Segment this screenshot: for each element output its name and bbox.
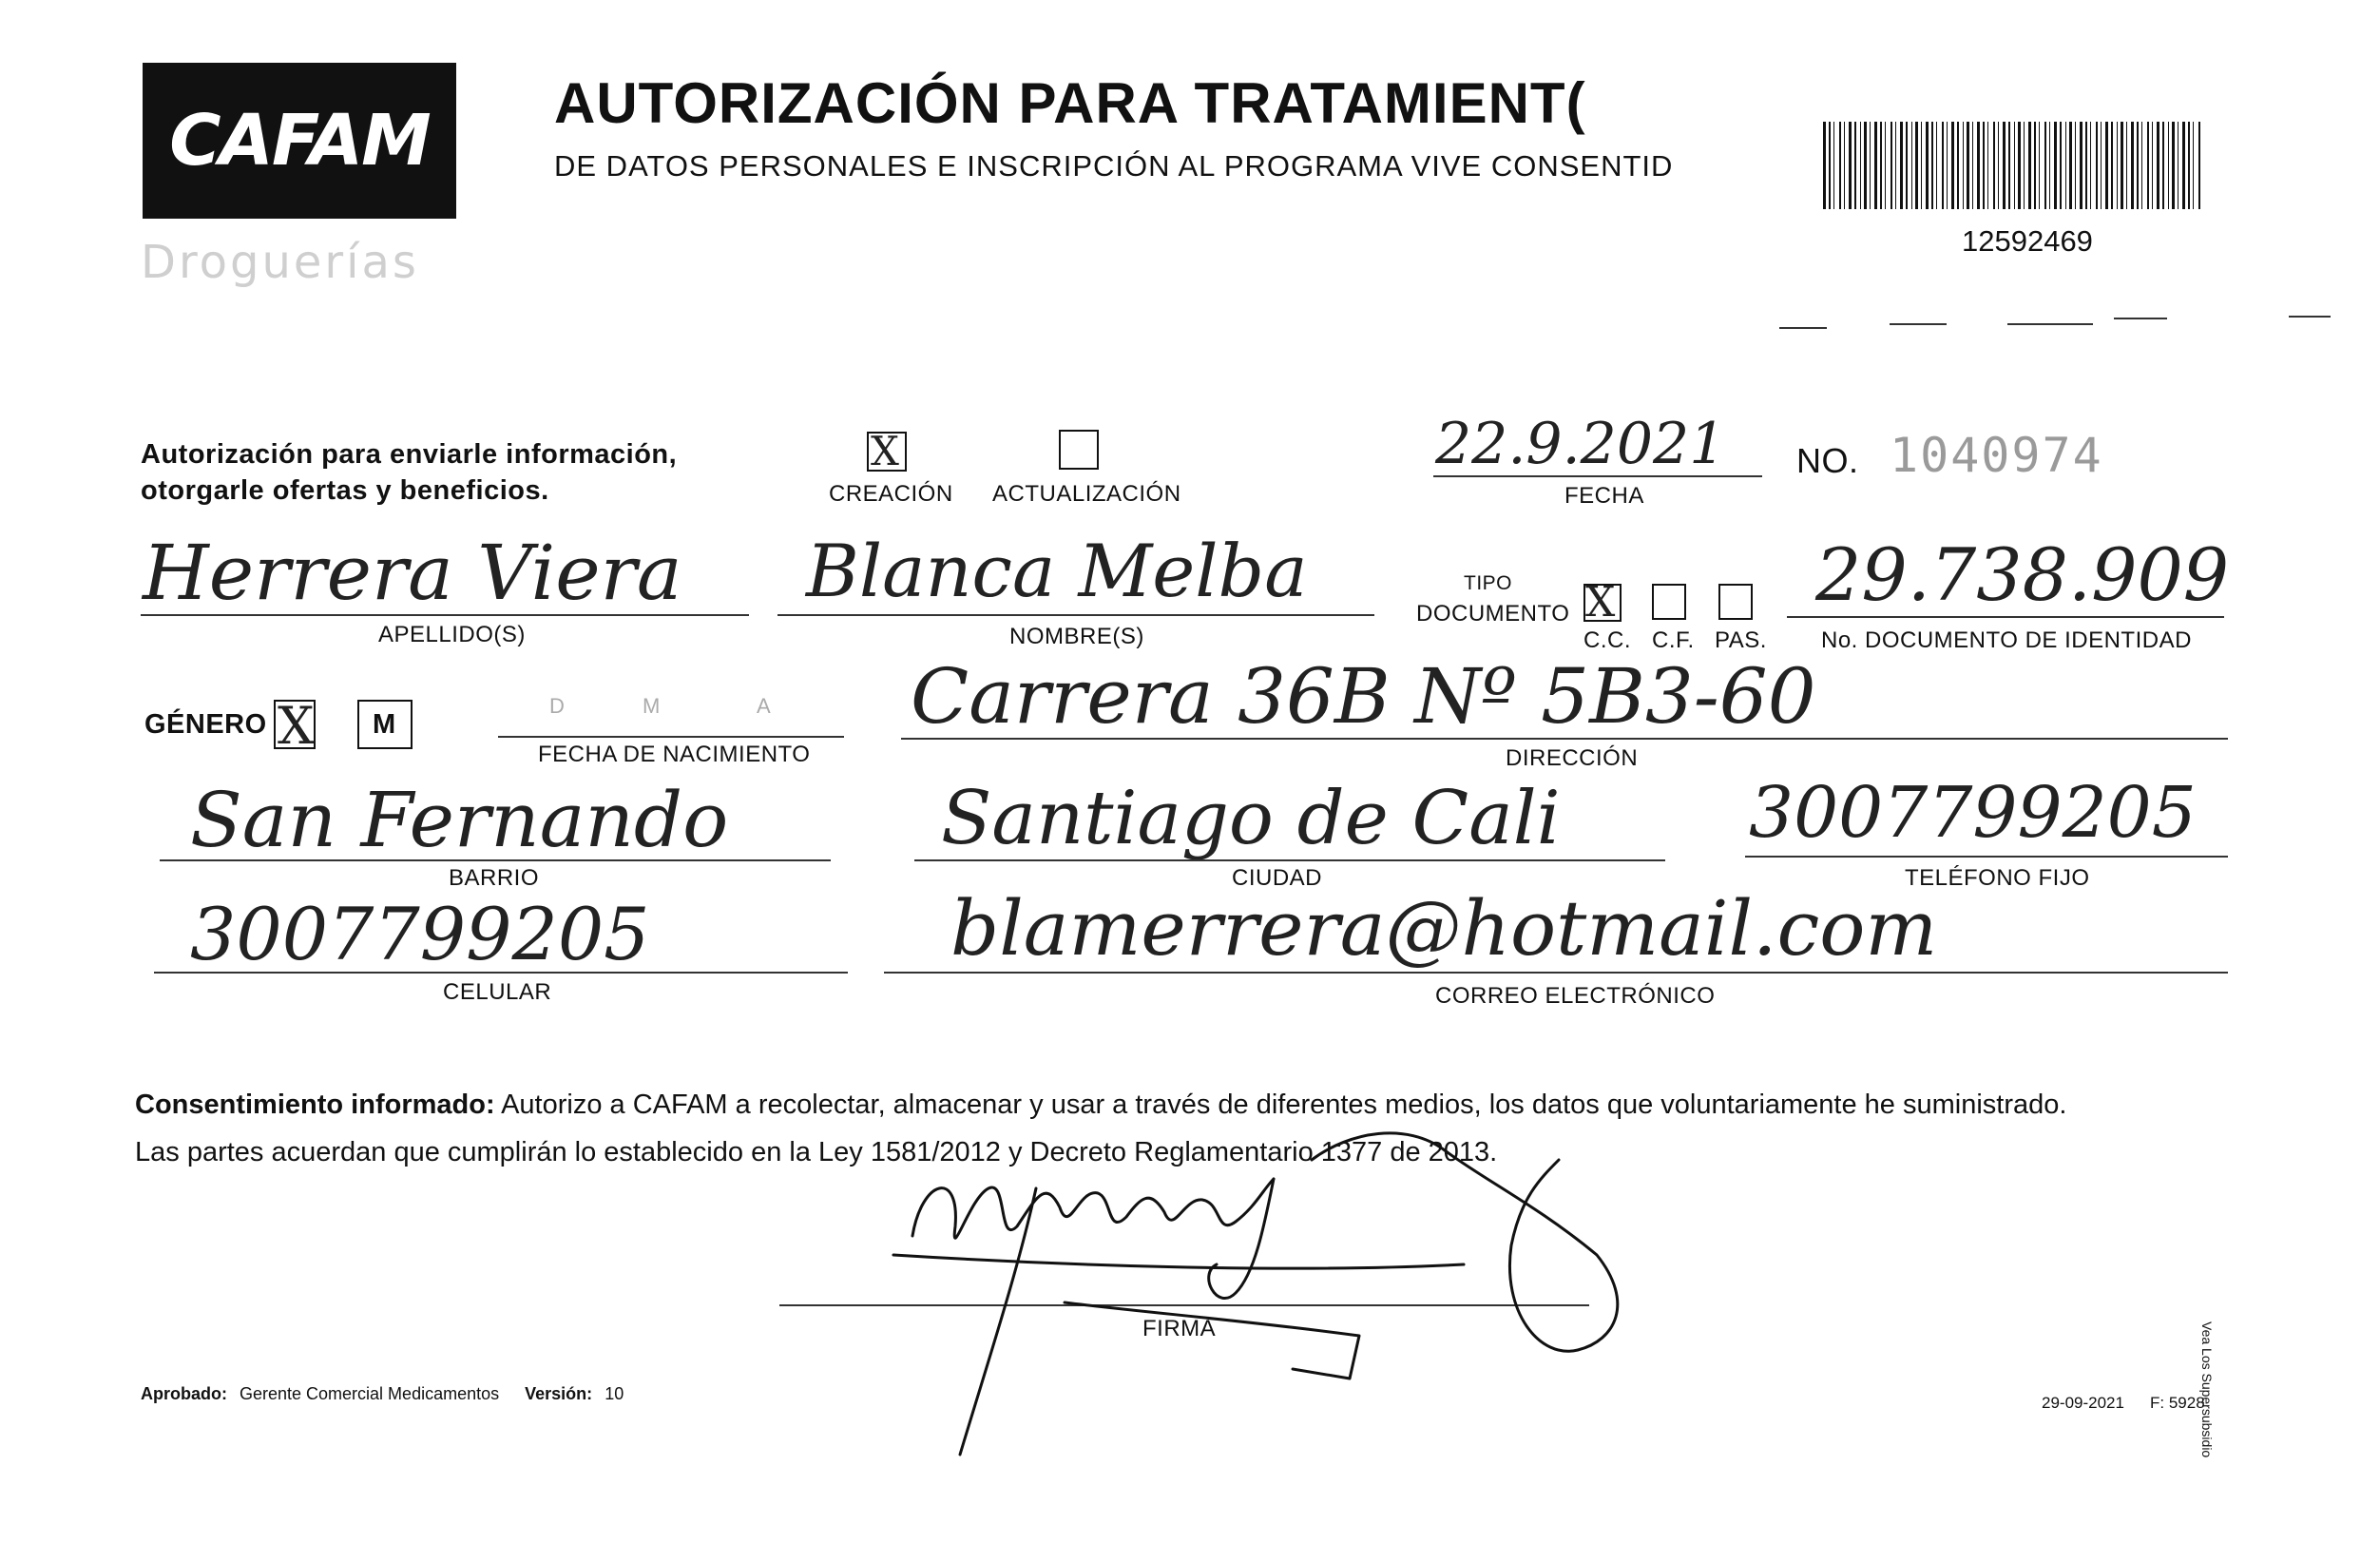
nombres-line [777, 614, 1374, 616]
side-text: Vea Los Supersubsidio [2199, 1321, 2215, 1458]
nacimiento-line[interactable] [498, 736, 844, 738]
divider [1779, 327, 1827, 329]
check-mark: X [1585, 578, 1616, 627]
direccion-label: DIRECCIÓN [1506, 745, 1639, 771]
footer-aprobado [141, 1384, 624, 1404]
divider [2289, 316, 2331, 318]
cc-checkbox[interactable] [1583, 578, 1622, 627]
cafam-logo [143, 63, 456, 219]
divider [1890, 323, 1947, 325]
consent-text-1: Autorizo a CAFAM a recolectar, almacenar y usar a través de diferentes medios, los datos que voluntariamente he suministrado. [494, 1090, 2067, 1120]
genero-m-checkbox[interactable] [357, 700, 413, 749]
documento-label: No. DOCUMENTO DE IDENTIDAD [1821, 627, 2192, 653]
telefono-label: TELÉFONO FIJO [1905, 865, 2090, 891]
actualizacion-checkbox[interactable] [1059, 430, 1099, 470]
barrio-value[interactable]: San Fernando [190, 776, 729, 864]
numero-label: NO. [1796, 441, 1859, 480]
check-mark: X [871, 428, 899, 474]
apellidos-line [141, 614, 749, 616]
ciudad-value[interactable]: Santiago de Cali [941, 776, 1561, 861]
nacimiento-label: FECHA DE NACIMIENTO [538, 742, 811, 767]
barrio-label: BARRIO [449, 865, 540, 891]
consent-heading: Consentimiento informado: [135, 1090, 495, 1120]
telefono-value[interactable]: 3007799205 [1749, 772, 2197, 854]
form-title: AUTORIZACIÓN PARA TRATAMIENT( [554, 71, 1586, 135]
actualizacion-label: ACTUALIZACIÓN [992, 481, 1181, 507]
genero-f-checkbox[interactable] [274, 696, 316, 756]
apellidos-label: APELLIDO(S) [378, 622, 526, 647]
footer-code: F: 5928 [2150, 1394, 2205, 1412]
creacion-checkbox[interactable] [867, 428, 907, 474]
consent-line-2: Las partes acuerdan que cumplirán lo establecido en la Ley 1581/2012 y Decreto Reglamentario 1377 de 2013. [135, 1137, 1498, 1167]
divider [2007, 323, 2093, 325]
aprobado-label: Aprobado: [141, 1384, 227, 1403]
ciudad-line [914, 859, 1665, 861]
logo-subtitle: Droguerías [141, 236, 419, 289]
fecha-value[interactable]: 22.9.2021 [1435, 411, 1726, 477]
version-label: Versión: [525, 1384, 593, 1403]
nac-m: M [643, 694, 661, 718]
nac-a: A [757, 694, 771, 718]
version-value: 10 [605, 1384, 624, 1403]
intro-line-1: Autorización para enviarle información, [141, 439, 678, 470]
barrio-line [160, 859, 831, 861]
genero-m-label: M [373, 709, 396, 740]
direccion-line [901, 738, 2228, 740]
form-subtitle: DE DATOS PERSONALES E INSCRIPCIÓN AL PROGRAMA VIVE CONSENTID [554, 149, 1674, 183]
apellidos-value[interactable]: Herrera Viera [143, 529, 682, 617]
fecha-line [1433, 475, 1762, 477]
signature-icon [855, 1122, 1692, 1483]
footer-date: 29-09-2021 [2042, 1394, 2124, 1412]
direccion-value[interactable]: Carrera 36B Nº 5B3-60 [911, 652, 1816, 741]
creacion-label: CREACIÓN [829, 481, 953, 507]
consent-line-1 [135, 1090, 2066, 1121]
correo-label: CORREO ELECTRÓNICO [1435, 983, 1716, 1009]
cf-label: C.F. [1652, 627, 1695, 653]
documento-line [1787, 616, 2224, 618]
intro-line-2: otorgarle ofertas y beneficios. [141, 475, 549, 506]
nombres-label: NOMBRE(S) [1009, 624, 1144, 649]
numero-value: 1040974 [1890, 428, 2103, 483]
celular-line [154, 972, 848, 974]
documento-value[interactable]: 29.738.909 [1815, 532, 2230, 617]
nac-d: D [549, 694, 565, 718]
barcode-icon [1823, 122, 2203, 209]
aprobado-value: Gerente Comercial Medicamentos [240, 1384, 500, 1403]
tipo-doc-label-2: DOCUMENTO [1416, 601, 1570, 627]
ciudad-label: CIUDAD [1232, 865, 1323, 891]
correo-line [884, 972, 2228, 974]
cf-checkbox[interactable] [1652, 584, 1686, 620]
fecha-label: FECHA [1564, 483, 1644, 509]
correo-value[interactable]: blamerrera@hotmail.com [950, 884, 1938, 973]
telefono-line [1745, 856, 2228, 858]
pas-checkbox[interactable] [1718, 584, 1753, 620]
logo-text: CAFAM [169, 100, 430, 182]
celular-label: CELULAR [443, 979, 552, 1005]
pas-label: PAS. [1715, 627, 1767, 653]
tipo-doc-label-1: TIPO [1464, 572, 1513, 594]
divider [2114, 318, 2167, 319]
barcode-number: 12592469 [1962, 224, 2093, 258]
firma-label: FIRMA [1142, 1316, 1217, 1341]
cc-label: C.C. [1583, 627, 1631, 653]
nombres-value[interactable]: Blanca Melba [806, 529, 1308, 613]
genero-label: GÉNERO [144, 709, 267, 740]
celular-value[interactable]: 3007799205 [190, 892, 650, 976]
check-mark: X [278, 696, 315, 756]
